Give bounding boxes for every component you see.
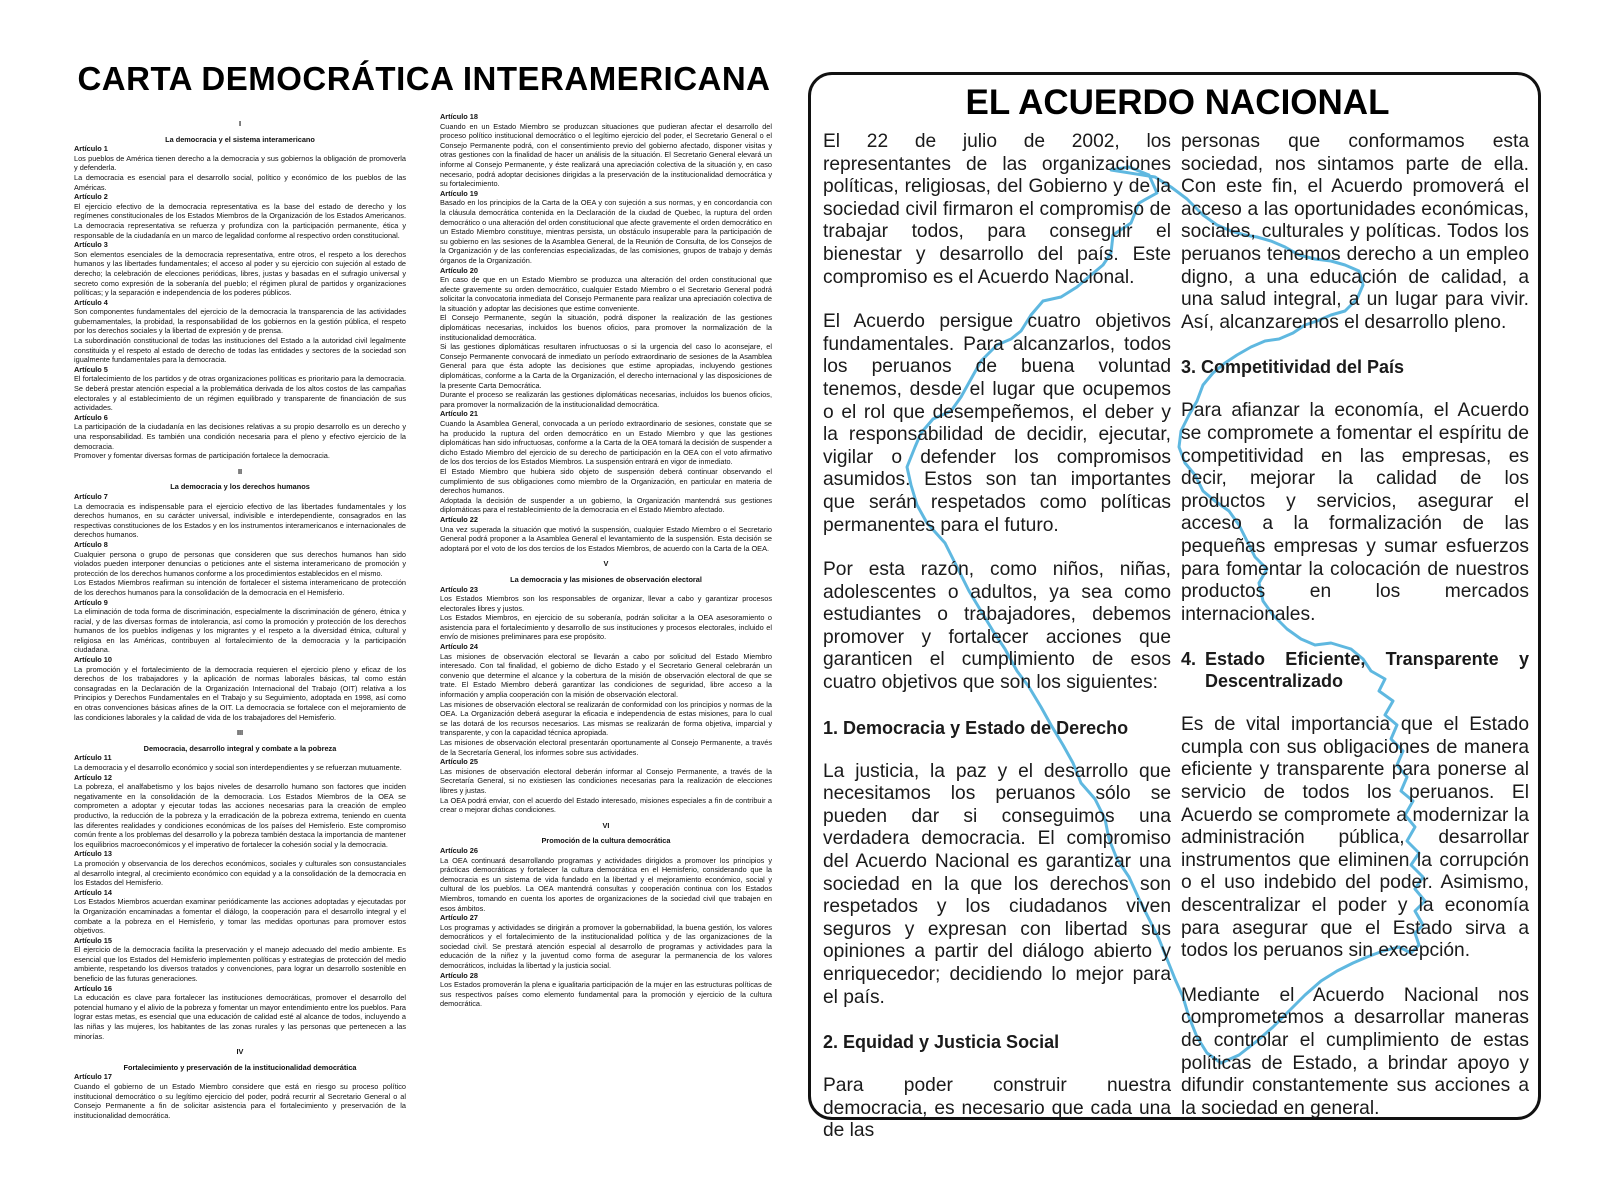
text-column-1 (74, 113, 406, 1183)
section-heading: II (237, 466, 243, 476)
paragraph: La eliminación de toda forma de discriminación, especialmente la discriminación de género, étnica y racial, y de las diversas formas de intolerancia, así como la promoción y protección de los derechos humanos de los pueblos indígenas y los migrantes y el respeto a la diversidad étnica, cultural y religiosa en las Américas, contribuyen al fortalecimiento de la democracia y la participación ciudadana. (74, 607, 406, 655)
paragraph: La democracia es esencial para el desarrollo social, político y económico de los pueblos de las Américas. (74, 172, 406, 192)
paragraph: Los Estados Miembros acuerdan examinar periódicamente las acciones adoptadas y ejecutadas por la Organización encaminadas a fomentar el diálogo, la cooperación para el desarrollo integral y el combate a la pobreza en el Hemisferio, y tomar las medidas oportunas para promover estos objetivos. (74, 897, 406, 936)
paragraph: Las misiones de observación electoral se realizarán de conformidad con los principios y normas de la OEA. La Organización deberá asegurar la eficacia e independencia de estas misiones, para lo cual se las dotará de los recursos necesarios. Las mismas se realizarán de forma objetiva, imparcial y transparente, y con la capacidad técnica apropiada. (440, 699, 772, 738)
objective-title: Estado Eficiente, Transparente y Descentralizado (1205, 649, 1529, 692)
article-heading: Artículo 1 (74, 144, 108, 154)
objective-heading: 2. Equidad y Justicia Social (823, 1032, 1060, 1053)
article-heading: Artículo 21 (440, 409, 478, 419)
text-column-2 (440, 112, 772, 1182)
paragraph: Los Estados promoverán la plena e igualitaria participación de la mujer en las estructuras políticas de sus respectivos países como elemento fundamental para la promoción y ejercicio de la cultura democrática. (440, 980, 772, 1009)
panel-column-1 (823, 131, 1171, 1142)
article-heading: Artículo 17 (74, 1072, 112, 1082)
paragraph: El Acuerdo persigue cuatro objetivos fundamentales. Para alcanzarlos, todos los peruanos de buena voluntad tenemos, desde el lugar que ocupemos o el rol que desempeñemos, el deber y la responsabilidad de decidir, ejecutar, vigilar o defender los compromisos asumidos. Estos son tan importantes que serán respetados como políticas permanentes para el futuro. (823, 311, 1171, 536)
section-heading: La democracia y las misiones de observación electoral (510, 574, 702, 584)
paragraph: La pobreza, el analfabetismo y los bajos niveles de desarrollo humano son factores que inciden negativamente en la consolidación de la democracia. Los Estados Miembros de la OEA se comprometen a adoptar y ejecutar todas las acciones necesarias para la creación de empleo productivo, la reducción de la pobreza y la erradicación de la pobreza extrema, teniendo en cuenta las diferentes realidades y condiciones económicas de los países del Hemisferio. Este compromiso común frente a los problemas del desarrollo y la pobreza también destaca la importancia de mantener los equilibrios macroeconómicos y el imperativo de fortalecer la cohesión social y la democracia. (74, 782, 406, 849)
paragraph: La democracia es indispensable para el ejercicio efectivo de las libertades fundamentales y los derechos humanos, en su carácter universal, indivisible e interdependiente, consagrados en las respectivas constituciones de los Estados y en los instrumentos interamericanos e internacionales de derechos humanos. (74, 501, 406, 540)
paragraph: Si las gestiones diplomáticas resultaren infructuosas o si la urgencia del caso lo aconsejare, el Consejo Permanente convocará de inmediato un período extraordinario de sesiones de la Asamblea General para que ésta adopte las decisiones que estime apropiadas, incluyendo gestiones diplomáticas, conforme a la Carta de la Organización, el derecho internacional y las disposiciones de la presente Carta Democrática. (440, 342, 772, 390)
paragraph: Los Estados Miembros, en ejercicio de su soberanía, podrán solicitar a la OEA asesoramiento o asistencia para el fortalecimiento y desarrollo de sus instituciones y procesos electorales, incluido el envío de misiones preliminares para ese propósito. (440, 613, 772, 642)
paragraph: La promoción y el fortalecimiento de la democracia requieren el ejercicio pleno y eficaz de los derechos de los trabajadores y la aplicación de normas laborales básicas, tal como están consagradas en la Declaración de la Organización Internacional del Trabajo (OIT) relativa a los Principios y Derechos Fundamentales en el Trabajo y su Seguimiento, adoptada en 1998, así como en otras convenciones básicas afines de la OIT. La democracia se fortalece con el mejoramiento de las condiciones laborales y la calidad de vida de los trabajadores del Hemisferio. (74, 664, 406, 722)
paragraph: En caso de que en un Estado Miembro se produzca una alteración del orden constitucional que afecte gravemente su orden democrático, cualquier Estado Miembro o el Secretario General podrá solicitar la convocatoria inmediata del Consejo Permanente para realizar una apreciación colectiva de la situación y adoptar las decisiones que estime conveniente. (440, 275, 772, 313)
article-heading: Artículo 18 (440, 112, 478, 121)
paragraph: Por esta razón, como niños, niñas, adolescentes o adultos, ya sea como estudiantes o trabajadores, debemos promover y fortalecer acciones que garanticen el cumplimiento de esos cuatro objetivos que son los siguientes: (823, 559, 1171, 694)
paragraph: Cualquier persona o grupo de personas que consideren que sus derechos humanos han sido violados pueden interponer denuncias o peticiones ante el sistema interamericano de promoción y protección de los derechos humanos conforme a los procedimientos establecidos en el mismo. (74, 549, 406, 578)
article-heading: Artículo 28 (440, 970, 478, 980)
paragraph: Durante el proceso se realizarán las gestiones diplomáticas necesarias, incluidos los buenos oficios, para promover la normalización de la institucionalidad democrática. (440, 390, 772, 409)
paragraph: Los pueblos de América tienen derecho a la democracia y sus gobiernos la obligación de promoverla y defenderla. (74, 153, 406, 173)
paragraph: La OEA podrá enviar, con el acuerdo del Estado interesado, misiones especiales a fin de contribuir a crear o mejorar dichas condiciones. (440, 795, 772, 815)
paragraph: Es de vital importancia que el Estado cumpla con sus obligaciones de manera eficiente y transparente para ponerse al servicio de todos los peruanos. El Acuerdo se compromete a modernizar la administración pública, desarrollar instrumentos que eliminen la corrupción o el uso indebido del poder. Asimismo, descentralizar el poder y la economía para asegurar que el Estado sirva a todos los peruanos sin excepción. (1181, 714, 1529, 962)
objective-heading (1181, 648, 1529, 692)
article-heading: Artículo 11 (74, 753, 112, 763)
section-heading: III (236, 728, 244, 738)
article-heading: Artículo 5 (74, 364, 108, 374)
paragraph: El ejercicio de la democracia facilita la preservación y el manejo adecuado del medio ambiente. Es esencial que los Estados del Hemisferio implementen políticas y estrategias de protección del medio ambiente, respetando los diversos tratados y convenciones, para lograr un desarrollo sostenible en beneficio de las futuras generaciones. (74, 945, 406, 984)
paragraph: El ejercicio efectivo de la democracia representativa es la base del estado de derecho y los regímenes constitucionales de los Estados Miembros de la Organización de los Estados Americanos. La democracia representativa se refuerza y profundiza con la participación permanente, ética y responsable de la ciudadanía en un marco de legalidad conforme al respectivo orden constitucional. (74, 201, 406, 240)
paragraph: La promoción y observancia de los derechos económicos, sociales y culturales son consustanciales al desarrollo integral, al crecimiento económico con equidad y a la consolidación de la democracia en los Estados del Hemisferio. (74, 858, 406, 888)
paragraph: Una vez superada la situación que motivó la suspensión, cualquier Estado Miembro o el Secretario General podrá proponer a la Asamblea General el levantamiento de la suspensión. Esta decisión se adoptará por el voto de los dos tercios de los Estados Miembros, de acuerdo con la Carta de la OEA. (440, 524, 772, 553)
section-heading: I (238, 119, 242, 128)
panel-title: EL ACUERDO NACIONAL (965, 83, 1390, 122)
paragraph: El 22 de julio de 2002, los representantes de las organizaciones políticas, religiosas, del Gobierno y de la sociedad civil firmaron el compromiso de trabajar todos, para conseguir el bienestar y desarrollo del país. Este compromiso es el Acuerdo Nacional. (823, 131, 1171, 288)
paragraph: Las misiones de observación electoral presentarán oportunamente al Consejo Permanente, a través de la Secretaría General, los informes sobre sus actividades. (440, 738, 772, 757)
paragraph: El fortalecimiento de los partidos y de otras organizaciones políticas es prioritario para la democracia. Se deberá prestar atención especial a la problemática derivada de los altos costos de las campañas electorales y al establecimiento de un régimen equilibrado y transparente de financiación de sus actividades. (74, 374, 406, 413)
article-heading: Artículo 2 (74, 192, 108, 202)
section-heading: La democracia y el sistema interamericano (165, 134, 315, 144)
paragraph: Los Estados Miembros son los responsables de organizar, llevar a cabo y garantizar procesos electorales libres y justos. (440, 594, 772, 613)
section-heading: V (603, 559, 609, 569)
paragraph: Son elementos esenciales de la democracia representativa, entre otros, el respeto a los derechos humanos y las libertades fundamentales; el acceso al poder y su ejercicio con sujeción al estado de derecho; la celebración de elecciones periódicas, libres, justas y basadas en el sufragio universal y secreto como expresión de la soberanía del pueblo; el régimen plural de partidos y organizaciones políticas; y la separación e independencia de los poderes públicos. (74, 249, 406, 298)
page-title: CARTA DEMOCRÁTICA INTERAMERICANA (77, 60, 771, 97)
paragraph: La subordinación constitucional de todas las instituciones del Estado a la autoridad civil legalmente constituida y el respeto al estado de derecho de todas las entidades y sectores de la sociedad son igualmente fundamentales para la democracia. (74, 336, 406, 365)
paragraph: El Consejo Permanente, según la situación, podrá disponer la realización de las gestiones diplomáticas necesarias, incluidos los buenos oficios, para promover la normalización de la institucionalidad democrática. (440, 313, 772, 342)
section-heading: Fortalecimiento y preservación de la institucionalidad democrática (123, 1062, 357, 1072)
article-heading: Artículo 14 (74, 887, 112, 897)
paragraph: Son componentes fundamentales del ejercicio de la democracia la transparencia de las actividades gubernamentales, la probidad, la responsabilidad de los gobiernos en la gestión pública, el respeto por los derechos sociales y la libertad de expresión y de prensa. (74, 307, 406, 336)
article-heading: Artículo 25 (440, 757, 478, 767)
paragraph: Cuando en un Estado Miembro se produzcan situaciones que pudieran afectar el desarrollo del proceso político institucional democrático o el legítimo ejercicio del poder, el Secretario General o el Consejo Permanente podrá, con el consentimiento previo del gobierno afectado, disponer visitas y otras gestiones con la finalidad de hacer un análisis de la situación. El Secretario General elevará un informe al Consejo Permanente, y éste realizará una apreciación colectiva de la situación y, en caso necesario, podrá adoptar decisiones dirigidas a la preservación de la institucionalidad democrática y su fortalecimiento. (440, 121, 772, 189)
article-heading: Artículo 8 (74, 539, 108, 549)
section-heading: VI (602, 820, 610, 830)
acuerdo-nacional-panel (808, 72, 1541, 1142)
article-heading: Artículo 19 (440, 188, 478, 198)
paragraph: Las misiones de observación electoral deberán informar al Consejo Permanente, a través de la Secretaría General, si no existiesen las condiciones necesarias para la realización de elecciones libres y justas. (440, 766, 772, 795)
article-heading: Artículo 22 (440, 514, 478, 524)
paragraph: La participación de la ciudadanía en las decisiones relativas a su propio desarrollo es un derecho y una responsabilidad. Es también una condición necesaria para el pleno y efectivo ejercicio de la democracia. (74, 422, 406, 451)
paragraph: Las misiones de observación electoral se llevarán a cabo por solicitud del Estado Miembro interesado. Con tal finalidad, el gobierno de dicho Estado y el Secretario General celebrarán un convenio que determine el alcance y la cobertura de la misión de observación electoral de que se trate. El Estado Miembro deberá garantizar las condiciones de seguridad, libre acceso a la información y amplia cooperación con la misión de observación electoral. (440, 651, 772, 700)
section-heading: Democracia, desarrollo integral y combate a la pobreza (143, 743, 337, 753)
paragraph: Cuando la Asamblea General, convocada a un período extraordinario de sesiones, constate que se ha producido la ruptura del orden democrático en un Estado Miembro y que las gestiones diplomáticas han sido infructuosas, conforme a la Carta de la OEA tomará la decisión de suspender a dicho Estado Miembro del ejercicio de su derecho de participación en la OEA con el voto afirmativo de los dos tercios de los Estados Miembros. La suspensión entrará en vigor de inmediato. (440, 419, 772, 467)
section-heading: IV (236, 1047, 244, 1057)
article-heading: Artículo 27 (440, 913, 478, 923)
objective-number: 4. (1181, 649, 1197, 670)
paragraph: Cuando el gobierno de un Estado Miembro considere que está en riesgo su proceso político institucional democrático o su legítimo ejercicio del poder, podrá recurrir al Secretario General o al Consejo Permanente a fin de solicitar asistencia para el fortalecimiento y preservación de la institucionalidad democrática. (74, 1082, 406, 1120)
paragraph: Para afianzar la economía, el Acuerdo se compromete a fomentar el espíritu de competitividad en las empresas, es decir, mejorar la calidad de los productos y servicios, asegurar el acceso a la formalización de las pequeñas empresas y sumar esfuerzos para fomentar la colocación de nuestros productos en los mercados internacionales. (1181, 400, 1529, 625)
article-heading: Artículo 7 (74, 491, 108, 501)
paragraph: La educación es clave para fortalecer las instituciones democráticas, promover el desarrollo del potencial humano y el alivio de la pobreza y fomentar un mayor entendimiento entre los pueblos. Para lograr estas metas, es esencial que una educación de calidad esté al alcance de todos, incluyendo a las niñas y las mujeres, los habitantes de las zonas rurales y las personas que pertenecen a las minorías. (74, 993, 406, 1041)
article-heading: Artículo 9 (74, 597, 108, 607)
paragraph: Adoptada la decisión de suspender a un gobierno, la Organización mantendrá sus gestiones diplomáticas para el restablecimiento de la democracia en el Estado Miembro afectado. (440, 495, 772, 515)
paragraph: La OEA continuará desarrollando programas y actividades dirigidos a promover los principios y prácticas democráticas y fortalecer la cultura democrática en el Hemisferio, considerando que la democracia es un sistema de vida fundado en la libertad y el mejoramiento económico, social y cultural de los pueblos. La OEA mantendrá consultas y cooperación continua con los Estados Miembros, tomando en cuenta los aportes de organizaciones de la sociedad civil que trabajen en esos ámbitos. (440, 855, 772, 913)
paragraph: Los Estados Miembros reafirman su intención de fortalecer el sistema interamericano de protección de los derechos humanos para la consolidación de la democracia en el Hemisferio. (74, 578, 406, 597)
objective-heading: 3. Competitividad del País (1181, 357, 1405, 378)
article-heading: Artículo 15 (74, 935, 112, 945)
paragraph: Basado en los principios de la Carta de la OEA y con sujeción a sus normas, y en concordancia con la cláusula democrática contenida en la Declaración de la ciudad de Quebec, la ruptura del orden democrático o una alteración del orden constitucional que afecte gravemente el orden democrático en un Estado Miembro constituye, mientras persista, un obstáculo insuperable para la participación de su gobierno en las sesiones de la Asamblea General, de la Reunión de Consulta, de los Consejos de la Organización y de las conferencias especializadas, de las comisiones, grupos de trabajo y demás órganos de la Organización. (440, 198, 772, 265)
paragraph: La justicia, la paz y el desarrollo que necesitamos los peruanos sólo se pueden dar si conseguimos una verdadera democracia. El compromiso del Acuerdo Nacional es garantizar una sociedad en la que los derechos son respetados y los ciudadanos viven seguros y expresan con libertad sus opiniones a partir del diálogo abierto y enriquecedor; decidiendo lo mejor para el país. (823, 760, 1171, 1008)
panel-column-2 (1181, 131, 1529, 1121)
paragraph: Los programas y actividades se dirigirán a promover la gobernabilidad, la buena gestión, los valores democráticos y el fortalecimiento de la institucionalidad política y de las organizaciones de la sociedad civil. Se prestará atención especial al desarrollo de programas y actividades para la educación de la niñez y la juventud como forma de asegurar la permanencia de los valores democráticos, incluidas la libertad y la justicia social. (440, 922, 772, 971)
paragraph: Mediante el Acuerdo Nacional nos comprometemos a desarrollar maneras de controlar el cumplimiento de estas políticas de Estado, a brindar apoyo y difundir constantemente sus acciones a la sociedad en general. (1181, 984, 1529, 1119)
paragraph: El Estado Miembro que hubiera sido objeto de suspensión deberá continuar observando el cumplimiento de sus obligaciones como miembro de la Organización, en particular en materia de derechos humanos. (440, 466, 772, 496)
article-heading: Artículo 16 (74, 983, 112, 993)
paragraph: personas que conformamos esta sociedad, nos sintamos parte de ella. Con este fin, el Acuerdo promoverá el acceso a las oportunidades económicas, sociales, culturales y políticas. Todos los peruanos tenemos derecho a un empleo digno, a una educación de calidad, a una salud integral, a un lugar para vivir. Así, alcanzaremos el desarrollo pleno. (1181, 131, 1529, 333)
article-heading: Artículo 13 (74, 849, 112, 859)
article-heading: Artículo 26 (440, 845, 478, 855)
article-heading: Artículo 6 (74, 412, 108, 422)
article-heading: Artículo 23 (440, 584, 478, 594)
section-heading: Promoción de la cultura democrática (541, 836, 671, 846)
objective-heading: 1. Democracia y Estado de Derecho (823, 717, 1129, 738)
article-heading: Artículo 24 (440, 642, 478, 652)
paragraph: Promover y fomentar diversas formas de participación fortalece la democracia. (74, 451, 330, 461)
paragraph: Para poder construir nuestra democracia, es necesario que cada una de las (823, 1075, 1171, 1142)
section-heading: La democracia y los derechos humanos (170, 482, 310, 492)
article-heading: Artículo 10 (74, 655, 112, 665)
article-heading: Artículo 12 (74, 772, 112, 782)
article-heading: Artículo 20 (440, 265, 478, 275)
carta-democratica-page (74, 60, 794, 1180)
article-heading: Artículo 3 (74, 240, 108, 250)
paragraph: La democracia y el desarrollo económico y social son interdependientes y se refuerzan mutuamente. (74, 763, 402, 772)
article-heading: Artículo 4 (74, 297, 108, 307)
